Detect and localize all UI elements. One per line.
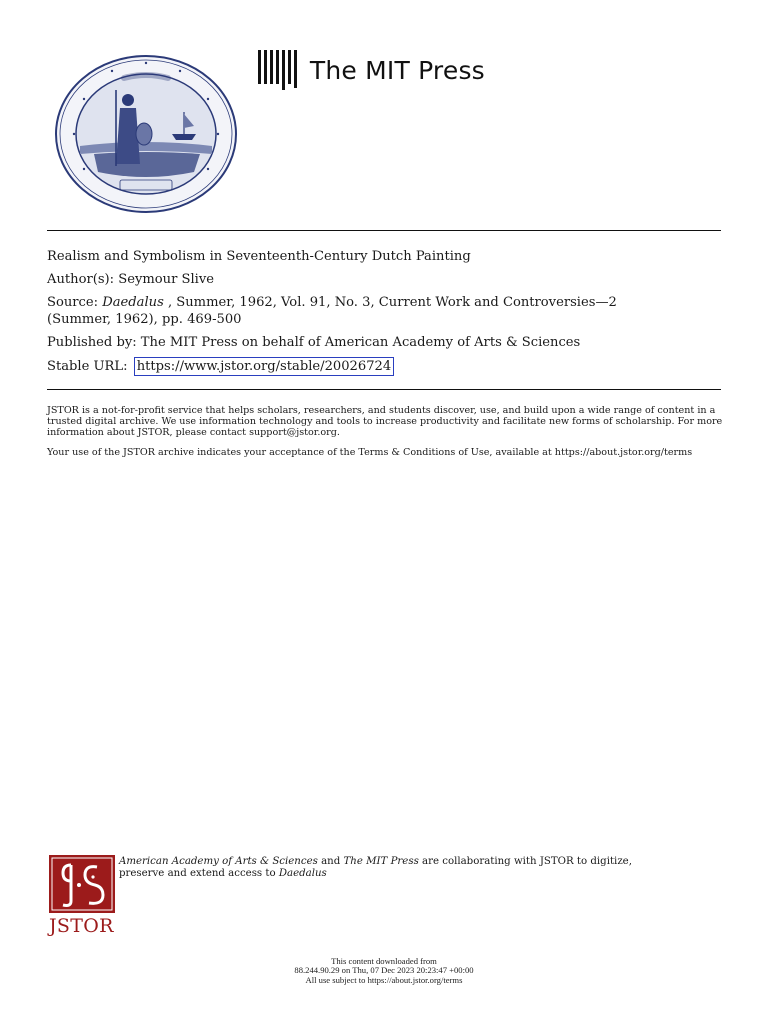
footer-line3: All use subject to https://about.jstor.org/terms (305, 974, 463, 985)
source-details-cont: (Summer, 1962), pp. 469-500 (47, 312, 242, 327)
collab-middle: are collaborating with JSTOR to digitize, preserve and extend access to (119, 856, 632, 879)
stable-url-link[interactable]: https://www.jstor.org/stable/20026724 (134, 357, 395, 376)
article-title: Realism and Symbolism in Seventeenth-Century Dutch Painting (47, 249, 471, 264)
collab-journal: Daedalus (278, 868, 327, 879)
jstor-wordmark: JSTOR (49, 915, 114, 937)
footer-line1: This content downloaded from (331, 956, 437, 966)
source-prefix: Source: (47, 295, 103, 310)
download-footer (0, 957, 768, 985)
jstor-notice (47, 405, 723, 467)
footer-line2: 88.244.90.29 on Thu, 07 Dec 2023 20:23:47 +00:00 (294, 965, 474, 976)
mit-press-bars-icon (258, 50, 300, 90)
article-publisher: Published by: The MIT Press on behalf of American Academy of Arts & Sciences (47, 335, 581, 350)
article-metadata (47, 248, 727, 382)
jstor-logo-icon (49, 855, 115, 913)
notice-about-jstor: JSTOR is a not-for-profit service that helps scholars, researchers, and students discover, use, and build upon a wide range of content in a trusted digital archive. We use information technology and tools to increase productivity and facilitate new forms of scholarship. For more information about JSTOR, please contact support@jstor.org. (47, 405, 723, 438)
divider-top (47, 230, 721, 231)
source-journal: Daedalus (102, 295, 164, 310)
collab-org1: American Academy of Arts & Sciences (119, 856, 318, 867)
article-source (47, 294, 727, 328)
collab-org2: The MIT Press (343, 856, 419, 867)
source-details: , Summer, 1962, Vol. 91, No. 3, Current Work and Controversies—2 (163, 295, 617, 310)
mit-press-logo (258, 48, 485, 92)
notice-terms: Your use of the JSTOR archive indicates your acceptance of the Terms & Conditions of Use, available at https://about.jstor.org/terms (47, 447, 693, 458)
article-authors: Author(s): Seymour Slive (47, 272, 214, 287)
publisher-name: The MIT Press (309, 55, 485, 85)
collab-and: and (317, 856, 344, 867)
divider-bottom (47, 389, 721, 390)
collaboration-statement (119, 856, 679, 880)
article-stable-url (47, 357, 727, 376)
stable-url-label: Stable URL: (47, 359, 132, 374)
academy-seal-logo (54, 54, 238, 214)
